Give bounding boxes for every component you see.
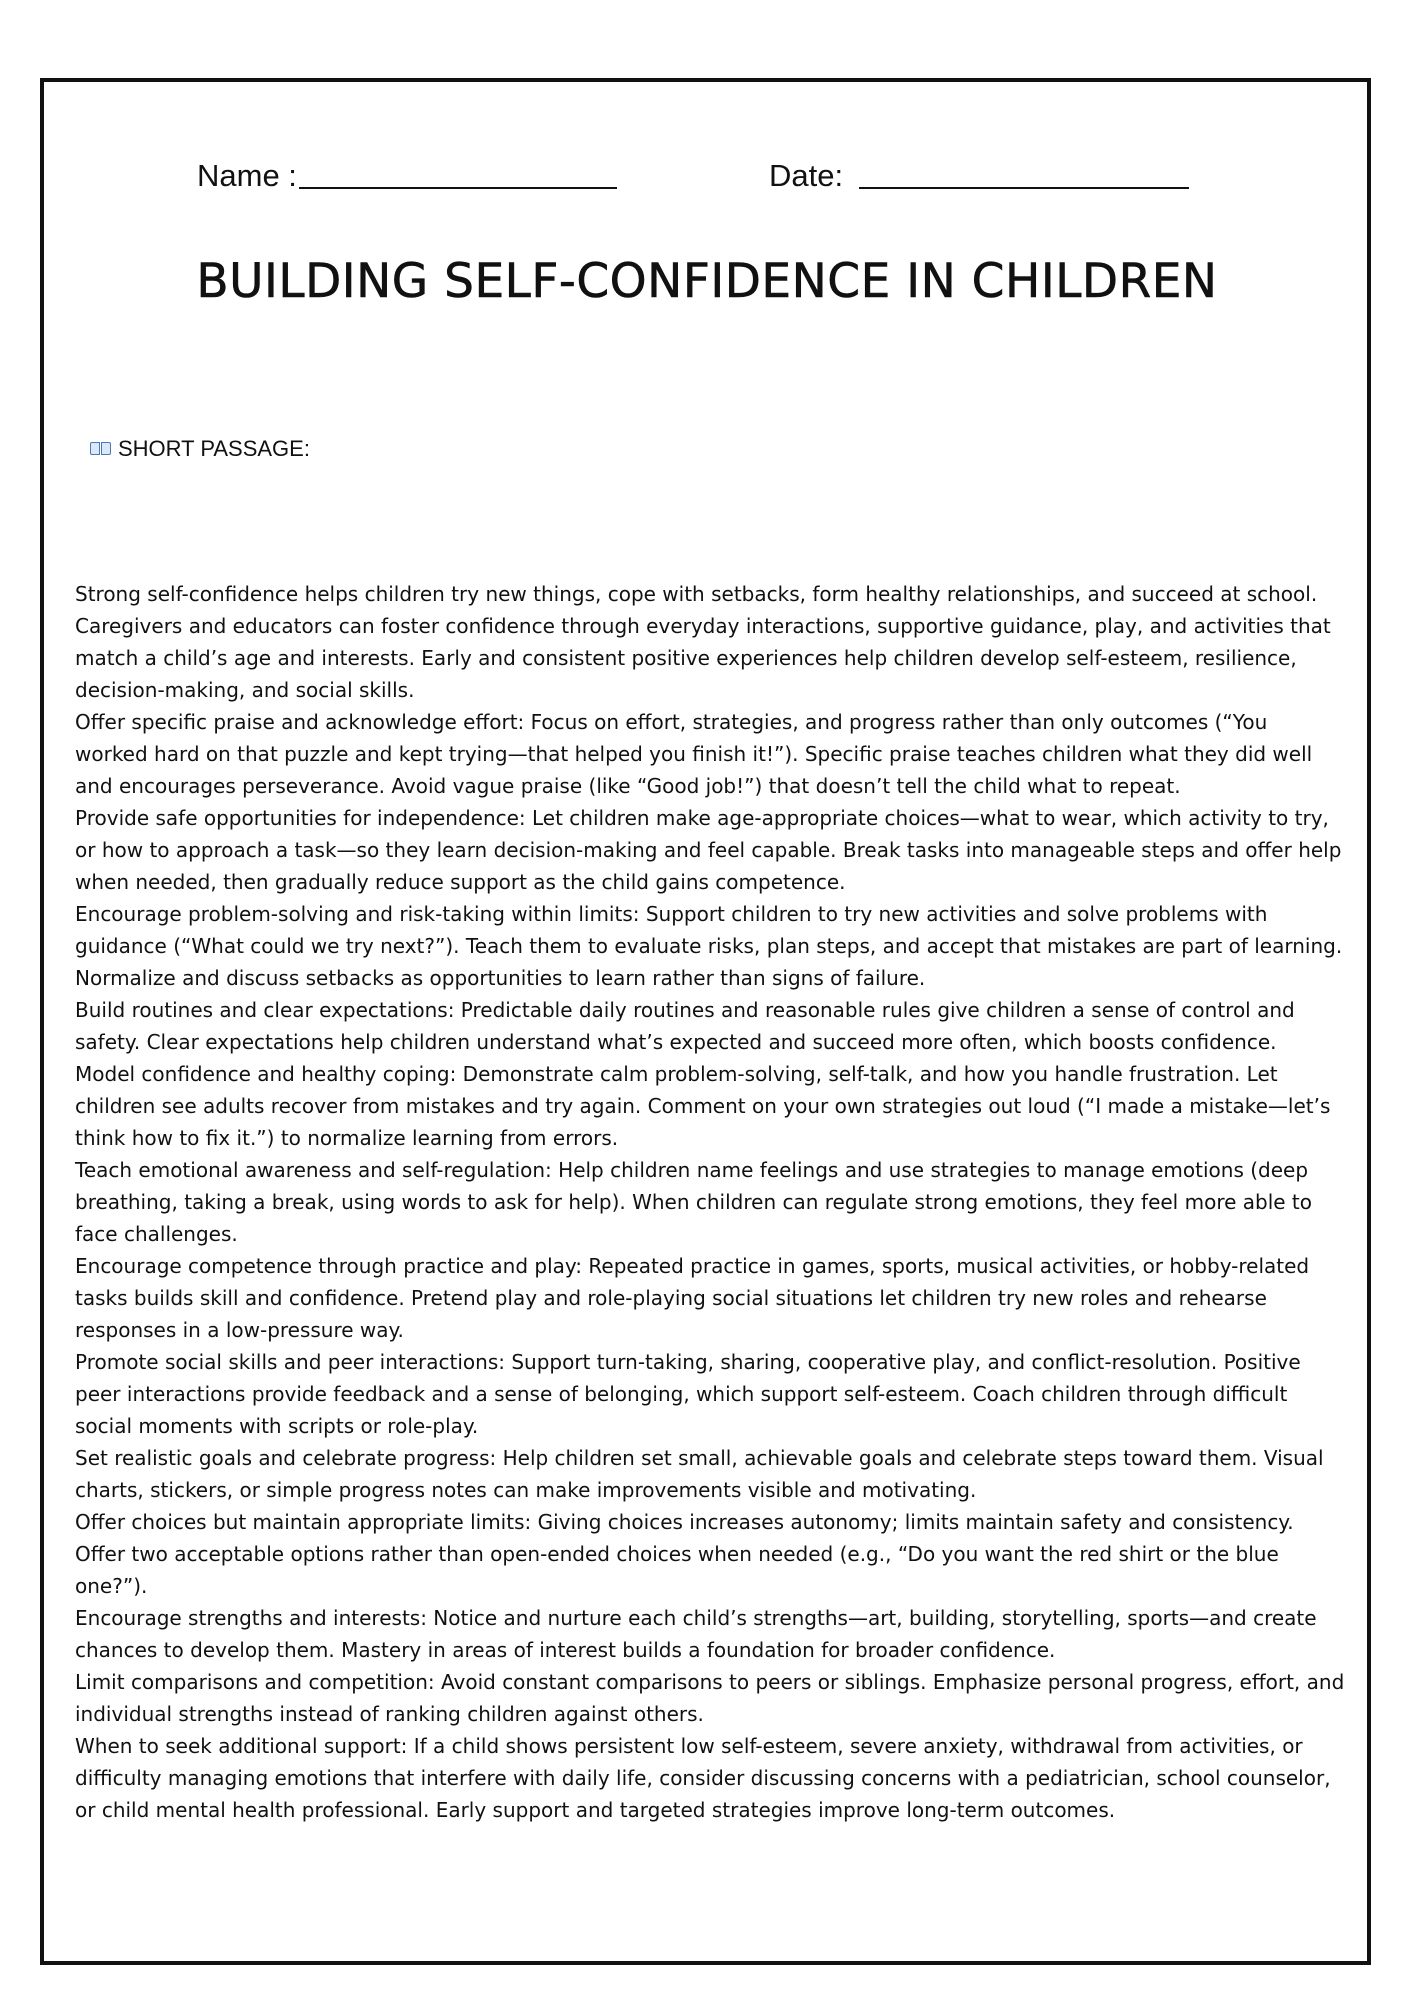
open-book-icon (90, 441, 112, 457)
name-field (197, 158, 617, 194)
passage-paragraph: Model confidence and healthy coping: Demonstrate calm problem-solving, self-talk, and how you handle frustration. Let children see adults recover from mistakes and try again. Comment on your own strategies out loud (“I made a mistake—let’s think how to fix it.”) to normalize learning from errors. (75, 1062, 1331, 1150)
passage-paragraph: Teach emotional awareness and self-regulation: Help children name feelings and use strategies to manage emotions (deep breathing, taking a break, using words to ask for help). When children can regulate strong emotions, they feel more able to face challenges. (75, 1158, 1313, 1246)
passage-paragraph: Encourage problem-solving and risk-taking within limits: Support children to try new activities and solve problems with guidance (“What could we try next?”). Teach them to evaluate risks, plan steps, and accept that mistakes are part of learning. Normalize and discuss setbacks as opportunities to learn rather than signs of failure. (75, 902, 1343, 990)
passage-paragraph: Build routines and clear expectations: Predictable daily routines and reasonable rules give children a sense of control and safety. Clear expectations help children understand what’s expected and succeed more often, which boosts confidence. (75, 998, 1295, 1054)
passage-body (75, 578, 1345, 1826)
header-fields (0, 158, 1414, 198)
date-blank-line[interactable] (859, 187, 1189, 189)
passage-paragraph: Strong self-confidence helps children try new things, cope with setbacks, form healthy relationships, and succeed at school. Caregivers and educators can foster confidence through everyday interactions, supportive guidance, play, and activities that match a child’s age and interests. Early and consistent positive experiences help children develop self-esteem, resilience, decision-making, and social skills. (75, 582, 1331, 702)
name-label: Name : (197, 158, 297, 193)
date-label: Date: (769, 158, 844, 193)
passage-paragraph: Encourage strengths and interests: Notice and nurture each child’s strengths—art, building, storytelling, sports—and create chances to develop them. Mastery in areas of interest builds a foundation for broader confidence. (75, 1606, 1317, 1662)
passage-paragraph: Offer choices but maintain appropriate limits: Giving choices increases autonomy; limits maintain safety and consistency. Offer two acceptable options rather than open-ended choices when needed (e.g., “Do you want the red shirt or the blue one?”). (75, 1510, 1294, 1598)
section-heading (90, 436, 310, 462)
page-title: BUILDING SELF-CONFIDENCE IN CHILDREN (196, 254, 1218, 309)
passage-paragraph: Set realistic goals and celebrate progress: Help children set small, achievable goals and celebrate steps toward them. Visual charts, stickers, or simple progress notes can make improvements visible and motivating. (75, 1446, 1324, 1502)
section-heading-text: SHORT PASSAGE: (118, 436, 310, 461)
passage-paragraph: Promote social skills and peer interactions: Support turn-taking, sharing, cooperative play, and conflict-resolution. Positive peer interactions provide feedback and a sense of belonging, which support self-esteem. Coach children through difficult social moments with scripts or role-play. (75, 1350, 1301, 1438)
passage-paragraph: Provide safe opportunities for independence: Let children make age-appropriate choices—what to wear, which activity to try, or how to approach a task—so they learn decision-making and feel capable. Break tasks into manageable steps and offer help when needed, then gradually reduce support as the child gains competence. (75, 806, 1342, 894)
passage-paragraph: When to seek additional support: If a child shows persistent low self-esteem, severe anxiety, withdrawal from activities, or difficulty managing emotions that interfere with daily life, consider discussing concerns with a pediatrician, school counselor, or child mental health professional. Early support and targeted strategies improve long-term outcomes. (75, 1734, 1331, 1822)
date-field (769, 158, 1189, 194)
name-blank-line[interactable] (299, 187, 617, 189)
passage-paragraph: Offer specific praise and acknowledge effort: Focus on effort, strategies, and progress rather than only outcomes (“You worked hard on that puzzle and kept trying—that helped you finish it!”). Specific praise teaches children what they did well and encourages perseverance. Avoid vague praise (like “Good job!”) that doesn’t tell the child what to repeat. (75, 710, 1313, 798)
passage-paragraph: Encourage competence through practice and play: Repeated practice in games, sports, musical activities, or hobby-related tasks builds skill and confidence. Pretend play and role-playing social situations let children try new roles and rehearse responses in a low-pressure way. (75, 1254, 1310, 1342)
passage-paragraph: Limit comparisons and competition: Avoid constant comparisons to peers or siblings. Emphasize personal progress, effort, and individual strengths instead of ranking children against others. (75, 1670, 1345, 1726)
